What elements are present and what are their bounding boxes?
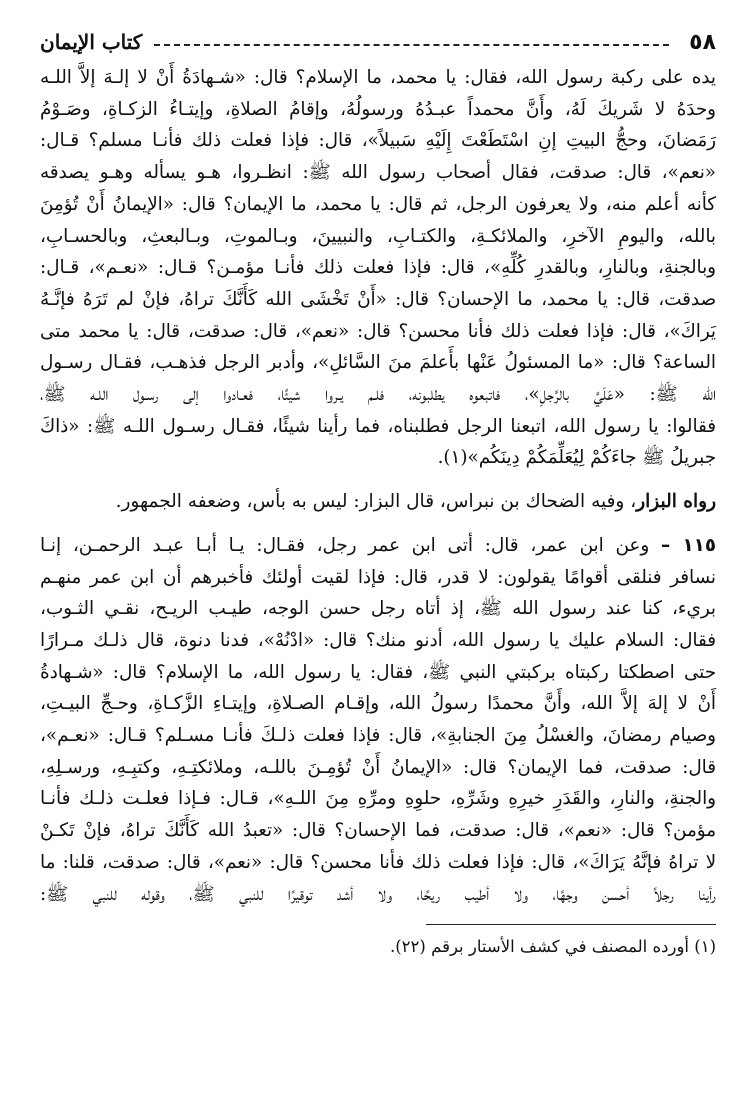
text-line: رأينا رجلاً أحسن وجهًا، ولا أطيب ريحًا، ولا أشد توقيرًا للنبي ﷺ، وقوله للنبي ﷺ: bbox=[40, 883, 716, 905]
text-line: نسافر فنلقى أقوامًا يقولون: لا قدر، قال: فإذا لقيت أولئك فأخبرهم أن ابن عمر منهـم bbox=[40, 566, 716, 588]
text-line: رَمَضانَ، وحجُّ البيتِ إنِ اسْتَطَعْتَ إِلَيْهِ سَبيلاً»، قال: فإذا فعلت ذلك فأنـا مسلم؟ قـال: bbox=[40, 130, 716, 152]
text-line: يده على ركبة رسول الله، فقال: يا محمد، ما الإسلام؟ قال: «شـهادَةُ أَنْ لا إلـهَ إلاَّ اللـه bbox=[40, 67, 716, 88]
book-page bbox=[40, 22, 716, 961]
text-line: صدقت، قال: يا محمد، ما الإحسان؟ قال: «أَنْ تَخْشَى الله كَأَنَّكَ تراهُ، فإنْ لم تَرَهُ فإنَّـهُ bbox=[40, 288, 716, 310]
text-line: حتى اصطكتا ركبتاه بركبتي النبي ﷺ، فقال: يا رسول الله، ما الإسلام؟ قال: «شـهادةُ bbox=[40, 661, 716, 683]
text-line: وبالجنةِ، وبالنارِ، وبالقدرِ كُلِّهِ»، قال: فإذا فعلت ذلك فأنـا مؤمـن؟ قـال: «نعـم»، قـال: bbox=[40, 257, 716, 279]
text-line: لا تراهُ فإنَّهُ يَرَاكَ»، قال: فإذا فعلت ذلك فأنا محسن؟ قال: «نعم»، قال: صدقت، قلنا: ما bbox=[40, 851, 716, 873]
page-number: ٥٨ bbox=[689, 29, 716, 55]
text-line: وحدَهُ لا شَريكَ لَهُ، وأَنَّ محمداً عبـدُهُ ورسولُهُ، وإقامُ الصلاةِ، وإيتـاءُ الزكـاةِ، وصَـوْمُ bbox=[40, 98, 716, 120]
page-body bbox=[40, 62, 716, 910]
source-detail: ، وفيه الضحاك بن نبراس، قال البزار: ليس به بأس، وضعفه الجمهور. bbox=[115, 491, 637, 513]
text-line: يَراكَ»، قال: فإذا فعلت ذلك فأنا محسن؟ قال: «نعم»، قال: صدقت، قال: يا محمد متى bbox=[40, 320, 716, 342]
text-line: وصيام رمضانَ، والغسْلُ مِنَ الجنابةِ»، قال: فإذا فعلت ذلـكَ فأنـا مسـلم؟ قـال: «نعـم»، bbox=[40, 725, 716, 747]
hadith-number: ١١٥ – bbox=[661, 534, 716, 556]
text-line: فقال: السلام عليك يا رسول الله، أدنو منك؟ قال: «ادْنُهْ»، فدنا دنوة، قال ذلـك مـرارًا bbox=[40, 629, 716, 651]
text-line bbox=[40, 530, 716, 562]
book-title: كتاب الإيمان bbox=[40, 30, 143, 54]
text-line: فقالوا: يا رسول الله، اتبعنا الرجل فطلبناه، فما رأينا شيئًا، فقـال رسـول اللـه ﷺ: «ذاكَ bbox=[40, 415, 716, 437]
text-line: قال: صدقت، فما الإيمان؟ قال: «الإيمانُ أَنْ تُؤمِـنَ باللـه، وملائكتِـهِ، وكتبِـهِ، ورسـلِهِ، bbox=[40, 756, 716, 778]
text-line: والجنةِ، والنارِ، والقَدَرِ خيرِهِ وشَرِّهِ، حلوِهِ ومرِّهِ مِنَ اللـهِ»، قـال: فـإذا فعلـت ذلـك فأنـا bbox=[40, 788, 716, 810]
hadith-text-start: وعن ابن عمر، قال: أتى ابن عمر رجل، فقـال: يـا أبـا عبـد الرحمـن، إنـا bbox=[40, 534, 650, 556]
text-line: بريء، كنا عند رسول الله ﷺ، إذ أتاه رجل حسن الوجه، طيـب الريـح، نقـي الثـوب، bbox=[40, 598, 716, 620]
text-line: بالله، واليومِ الآخرِ، والملائكـةِ، والكتـابِ، والنبيينَ، وبـالموتِ، وبـالبعثِ، وبالحسـابِ، bbox=[40, 225, 716, 247]
footnote: (١) أورده المصنف في كشف الأستار برقم (٢٢). bbox=[389, 937, 716, 957]
text-line: الله ﷺ: «عَلَيَّ بالرَّجلِ»، فاتبعوه يطلبونه، فلـم يـروا شيئًا، فعـادوا إلى رسـول اللـه ﷺ، bbox=[40, 384, 716, 406]
text-line: أَنْ لا إلهَ إلاَّ الله، وأَنَّ محمدًا رسولُ الله، وإقـام الصـلاةِ، وإيتـاءِ الزَّكـاةِ، وحـجِّ البيـتِ، bbox=[40, 693, 716, 715]
text-line: مؤمن؟ قال: «نعم»، قال: صدقت، فما الإحسان؟ قال: «تعبدُ الله كَأَنَّكَ تراهُ، فإنْ تَكـنْ bbox=[40, 820, 716, 842]
text-line: «نعم»، قال: صدقت، فقال أصحاب رسول الله ﷺ: انظـروا، هـو يسأله وهـو يصدقه bbox=[40, 162, 716, 184]
footnote-separator bbox=[426, 924, 716, 925]
page-header bbox=[40, 22, 716, 62]
text-line: جبريلُ ﷺ جاءَكُمْ لِيُعَلِّمَكُمْ دِينَكُم»(١). bbox=[437, 447, 716, 469]
text-line: كأنه أعلم منه، ولا يعرفون الرجل، ثم قال: يا محمد، ما الإيمان؟ قال: «الإيمانُ أَنْ تُؤمِنَ bbox=[40, 193, 716, 215]
source-name: رواه البزار bbox=[636, 491, 716, 513]
text-line: الساعة؟ قال: «ما المسئولُ عَنْها بأَعلمَ منَ السَّائلِ»، وأدبر الرجل فذهـب، فقـال رسـول bbox=[40, 352, 716, 374]
source-note bbox=[40, 486, 716, 518]
header-divider bbox=[154, 44, 669, 46]
